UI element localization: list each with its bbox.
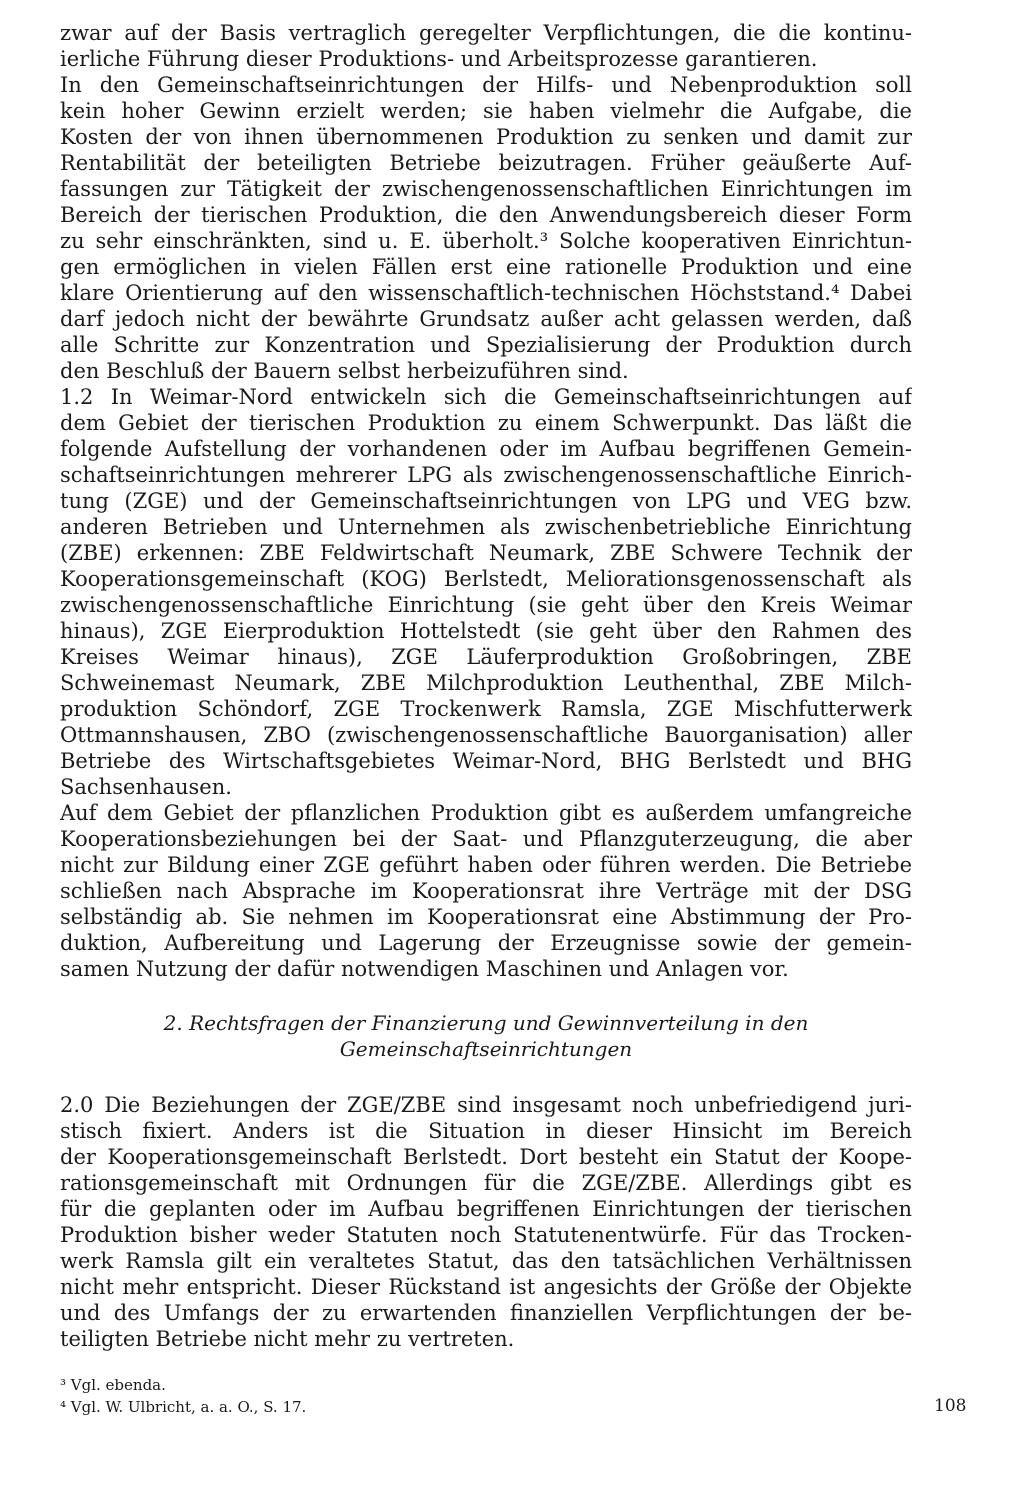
footnote-4: ⁴ Vgl. W. Ulbricht, a. a. O., S. 17. xyxy=(60,1398,307,1416)
text-line: Ottmannshausen, ZBO (zwischengenossenschaftliche Bauorganisation) aller xyxy=(60,723,912,747)
text-line: produktion Schöndorf, ZGE Trockenwerk Ramsla, ZGE Mischfutterwerk xyxy=(60,697,912,721)
text-line: samen Nutzung der dafür notwendigen Maschinen und Anlagen vor. xyxy=(60,957,789,981)
text-line: Bereich der tierischen Produktion, die den Anwendungsbereich dieser Form xyxy=(60,203,912,227)
text-line: Kooperationsgemeinschaft (KOG) Berlstedt, Meliorationsgenossenschaft als xyxy=(60,567,912,591)
text-line: für die geplanten oder im Aufbau begriffenen Einrichtungen der tierischen xyxy=(60,1197,912,1221)
text-line: Kooperationsbeziehungen bei der Saat- und Pflanzguterzeugung, die aber xyxy=(60,827,912,851)
text-line: rationsgemeinschaft mit Ordnungen für die ZGE/ZBE. Allerdings gibt es xyxy=(60,1171,912,1195)
text-line: Kosten der von ihnen übernommenen Produktion zu senken und damit zur xyxy=(60,125,912,149)
text-line: dem Gebiet der tierischen Produktion zu einem Schwerpunkt. Das läßt die xyxy=(60,411,912,435)
paragraph-2-0-beziehungen xyxy=(60,1092,912,1352)
text-line: tung (ZGE) und der Gemeinschaftseinrichtungen von LPG und VEG bzw. xyxy=(60,489,912,513)
text-line: (ZBE) erkennen: ZBE Feldwirtschaft Neumark, ZBE Schwere Technik der xyxy=(60,541,912,565)
text-line: zu sehr einschränkten, sind u. E. überholt.³ Solche kooperativen Einrichtun- xyxy=(60,229,912,253)
heading-line: 2. Rechtsfragen der Finanzierung und Gewinnverteilung in den xyxy=(163,1011,809,1035)
page-number: 108 xyxy=(934,1396,967,1416)
text-line: nicht zur Bildung einer ZGE geführt haben oder führen werden. Die Betriebe xyxy=(60,853,912,877)
section-heading xyxy=(60,1010,912,1062)
text-line: duktion, Aufbereitung und Lagerung der Erzeugnisse sowie der gemein- xyxy=(60,931,912,955)
text-line: 1.2 In Weimar-Nord entwickeln sich die Gemeinschaftseinrichtungen auf xyxy=(60,385,912,409)
text-line: hinaus), ZGE Eierproduktion Hottelstedt (sie geht über den Rahmen des xyxy=(60,619,912,643)
text-line: Produktion bisher weder Statuten noch Statutenentwürfe. Für das Trocken- xyxy=(60,1223,912,1247)
text-line: fassungen zur Tätigkeit der zwischengenossenschaftlichen Einrichtungen im xyxy=(60,177,912,201)
text-line: der Kooperationsgemeinschaft Berlstedt. Dort besteht ein Statut der Koope- xyxy=(60,1145,912,1169)
page-body xyxy=(60,20,912,1352)
text-line: Sachsenhausen. xyxy=(60,775,232,799)
text-line: folgende Aufstellung der vorhandenen oder im Aufbau begriffenen Gemein- xyxy=(60,437,912,461)
text-line: werk Ramsla gilt ein veraltetes Statut, das den tatsächlichen Verhältnissen xyxy=(60,1249,912,1273)
text-line: kein hoher Gewinn erzielt werden; sie haben vielmehr die Aufgabe, die xyxy=(60,99,912,123)
text-line: den Beschluß der Bauern selbst herbeizuführen sind. xyxy=(60,359,629,383)
text-line: Betriebe des Wirtschaftsgebietes Weimar-Nord, BHG Berlstedt und BHG xyxy=(60,749,912,773)
text-line: alle Schritte zur Konzentration und Spezialisierung der Produktion durch xyxy=(60,333,912,357)
text-line: Kreises Weimar hinaus), ZGE Läuferproduktion Großobringen, ZBE xyxy=(60,645,912,669)
heading-line: Gemeinschaftseinrichtungen xyxy=(339,1037,633,1061)
text-line: schließen nach Absprache im Kooperationsrat ihre Verträge mit der DSG xyxy=(60,879,912,903)
text-line: klare Orientierung auf den wissenschaftlich-technischen Höchststand.⁴ Dabei xyxy=(60,281,912,305)
text-line: Auf dem Gebiet der pflanzlichen Produktion gibt es außerdem umfangreiche xyxy=(60,801,912,825)
text-line: Schweinemast Neumark, ZBE Milchproduktion Leuthenthal, ZBE Milch- xyxy=(60,671,912,695)
text-line: teiligten Betriebe nicht mehr zu vertreten. xyxy=(60,1327,515,1351)
paragraph-continuation xyxy=(60,20,912,72)
footnotes xyxy=(60,1374,306,1418)
text-line: darf jedoch nicht der bewährte Grundsatz außer acht gelassen werden, daß xyxy=(60,307,912,331)
text-line: 2.0 Die Beziehungen der ZGE/ZBE sind insgesamt noch unbefriedigend juri- xyxy=(60,1093,912,1117)
paragraph-1-2-weimar-nord xyxy=(60,384,912,800)
text-line: selbständig ab. Sie nehmen im Kooperationsrat eine Abstimmung der Pro- xyxy=(60,905,912,929)
text-line: zwischengenossenschaftliche Einrichtung (sie geht über den Kreis Weimar xyxy=(60,593,912,617)
text-line: Rentabilität der beteiligten Betriebe beizutragen. Früher geäußerte Auf- xyxy=(60,151,912,175)
paragraph-pflanzliche-produktion xyxy=(60,800,912,982)
text-line: stisch fixiert. Anders ist die Situation in dieser Hinsicht im Bereich xyxy=(60,1119,912,1143)
paragraph-gemeinschaftseinrichtungen xyxy=(60,72,912,384)
text-line: anderen Betrieben und Unternehmen als zwischenbetriebliche Einrichtung xyxy=(60,515,912,539)
text-line: nicht mehr entspricht. Dieser Rückstand ist angesichts der Größe der Objekte xyxy=(60,1275,912,1299)
footnote-3: ³ Vgl. ebenda. xyxy=(60,1376,166,1394)
text-line: zwar auf der Basis vertraglich geregelter Verpflichtungen, die die kontinu- xyxy=(60,21,912,45)
text-line: ierliche Führung dieser Produktions- und Arbeitsprozesse garantieren. xyxy=(60,47,818,71)
text-line: gen ermöglichen in vielen Fällen erst eine rationelle Produktion und eine xyxy=(60,255,912,279)
text-line: und des Umfangs der zu erwartenden finanziellen Verpflichtungen der be- xyxy=(60,1301,912,1325)
text-line: In den Gemeinschaftseinrichtungen der Hilfs- und Nebenproduktion soll xyxy=(60,73,912,97)
text-line: schaftseinrichtungen mehrerer LPG als zwischengenossenschaftliche Einrich- xyxy=(60,463,912,487)
